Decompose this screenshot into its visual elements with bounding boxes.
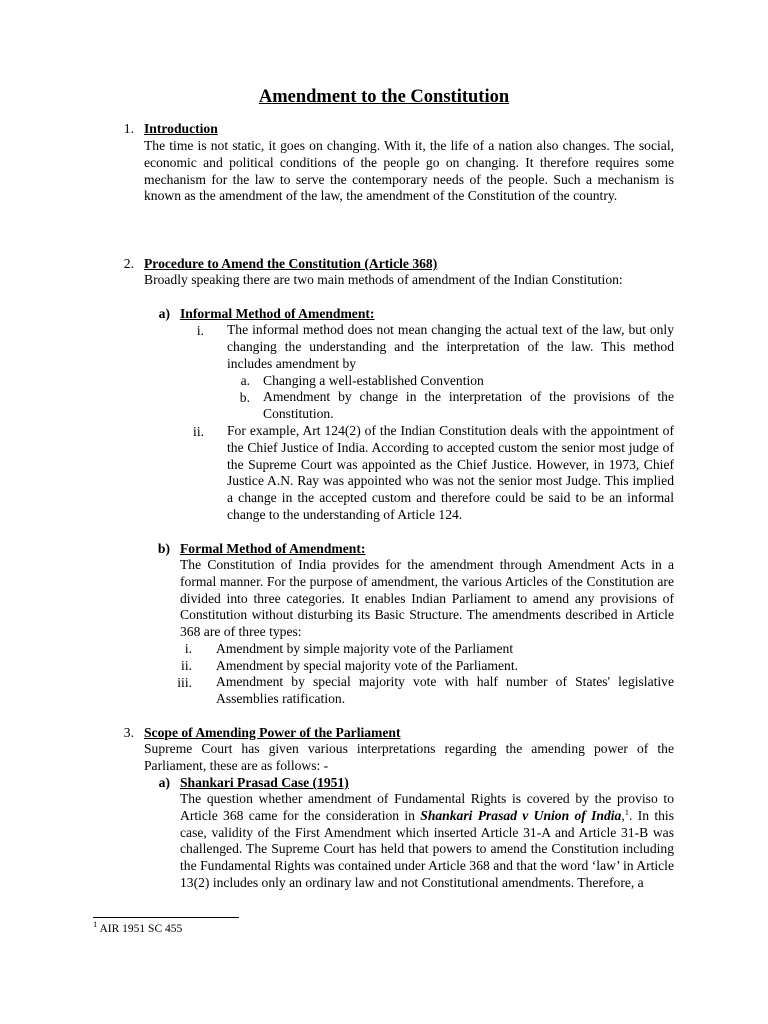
- list-item-number: ii.: [181, 658, 192, 673]
- subsection-letter: a): [158, 306, 170, 321]
- section-number: 1.: [123, 121, 134, 136]
- list-item-number: ii.: [193, 424, 204, 439]
- list-item: Amendment by special majority vote with half number of States' legislative Assemblies ratification.: [216, 674, 674, 706]
- case-name: Shankari Prasad v Union of India: [420, 807, 622, 823]
- list-item-number: b.: [239, 390, 250, 405]
- list-item: Amendment by special majority vote of the Parliament.: [216, 658, 519, 673]
- footnote-mark: 1: [93, 919, 98, 929]
- section-number: 3.: [123, 725, 134, 740]
- list-item-number: a.: [240, 373, 250, 388]
- subsection-letter: a): [158, 775, 170, 790]
- section-body: The time is not static, it goes on changing. With it, the life of a nation also changes. The social, economic and political conditions of the people go on changing. It therefore requires some mechanism for the law to serve the contemporary needs of the people. Such a mechanism is known as the amendment of the law, the amendment of the Constitution of the country.: [144, 138, 674, 204]
- body-text: The question whether amendment of Fundamental Rights is covered by the proviso to Article 368 came for the consideration in: [180, 791, 674, 823]
- footnote-reference[interactable]: 1: [624, 806, 629, 817]
- section-heading: Procedure to Amend the Constitution (Article 368): [144, 256, 438, 271]
- subsection-heading: Formal Method of Amendment:: [180, 541, 366, 556]
- subsection-letter: b): [157, 541, 170, 556]
- list-item-number: i.: [184, 641, 192, 656]
- footnote-text: AIR 1951 SC 455: [99, 923, 183, 935]
- section-heading: Introduction: [144, 121, 218, 136]
- footnote-separator: [93, 917, 239, 918]
- subsection-body: The question whether amendment of Fundamental Rights is covered by the proviso to Article 368 came for the consideration in Shankari Prasad v Union of India,$^1$. In this case, validity of the First Amendment which inserted Article 31-A and Article 31-B was challenged. The Supreme Court has held that powers to amend the Constitution including the Fundamental Rights was contained under Article 368 and that the word ‘law’ in Article 13(2) includes only an ordinary law and not Constitutional amendments. Therefore, a: [180, 791, 674, 890]
- list-item-number: i.: [196, 323, 204, 338]
- page-title: Amendment to the Constitution: [258, 87, 510, 107]
- section-number: 2.: [123, 256, 134, 271]
- section-heading: Scope of Amending Power of the Parliament: [144, 725, 401, 740]
- list-item: The informal method does not mean changing the actual text of the law, but only changing the understanding and the interpretation of the law. This method includes amendment by: [227, 322, 674, 371]
- footnote: [93, 921, 182, 938]
- section-body: Supreme Court has given various interpretations regarding the amending power of the Parliament, these are as follows: -: [144, 741, 674, 773]
- section-body: Broadly speaking there are two main methods of amendment of the Indian Constitution:: [144, 272, 623, 287]
- list-item: Amendment by simple majority vote of the Parliament: [216, 641, 514, 656]
- list-item-number: iii.: [177, 675, 192, 690]
- list-item: For example, Art 124(2) of the Indian Constitution deals with the appointment of the Chief Justice of India. According to accepted custom the senior most judge of the Supreme Court was appointed as the Chief Justice. However, in 1973, Chief Justice A.N. Ray was appointed who was not the senior most Judge. This implied a change in the accepted custom and therefore could be said to be an informal change to the understanding of Article 124.: [227, 423, 674, 522]
- list-item: Changing a well-established Convention: [263, 373, 484, 388]
- subsection-body: The Constitution of India provides for the amendment through Amendment Acts in a formal manner. For the purpose of amendment, the various Articles of the Constitution are divided into three categories. It enables Indian Parliament to amend any provisions of Constitution without disturbing its Basic Structure. The amendments described in Article 368 are of three types:: [180, 557, 674, 640]
- subsection-heading: Shankari Prasad Case (1951): [180, 775, 349, 790]
- list-item: Amendment by change in the interpretation of the provisions of the Constitution.: [263, 389, 674, 421]
- subsection-heading: Informal Method of Amendment:: [180, 306, 375, 321]
- body-text: . In this case, validity of the First Amendment which inserted Article 31-A and Article 31-B was challenged. The Supreme Court has held that powers to amend the Constitution including the Fundamental Rights was contained under Article 368 and that the word ‘law’ in Article 13(2) includes only an ordinary law and not Constitutional amendments. Therefore, a: [180, 807, 674, 890]
